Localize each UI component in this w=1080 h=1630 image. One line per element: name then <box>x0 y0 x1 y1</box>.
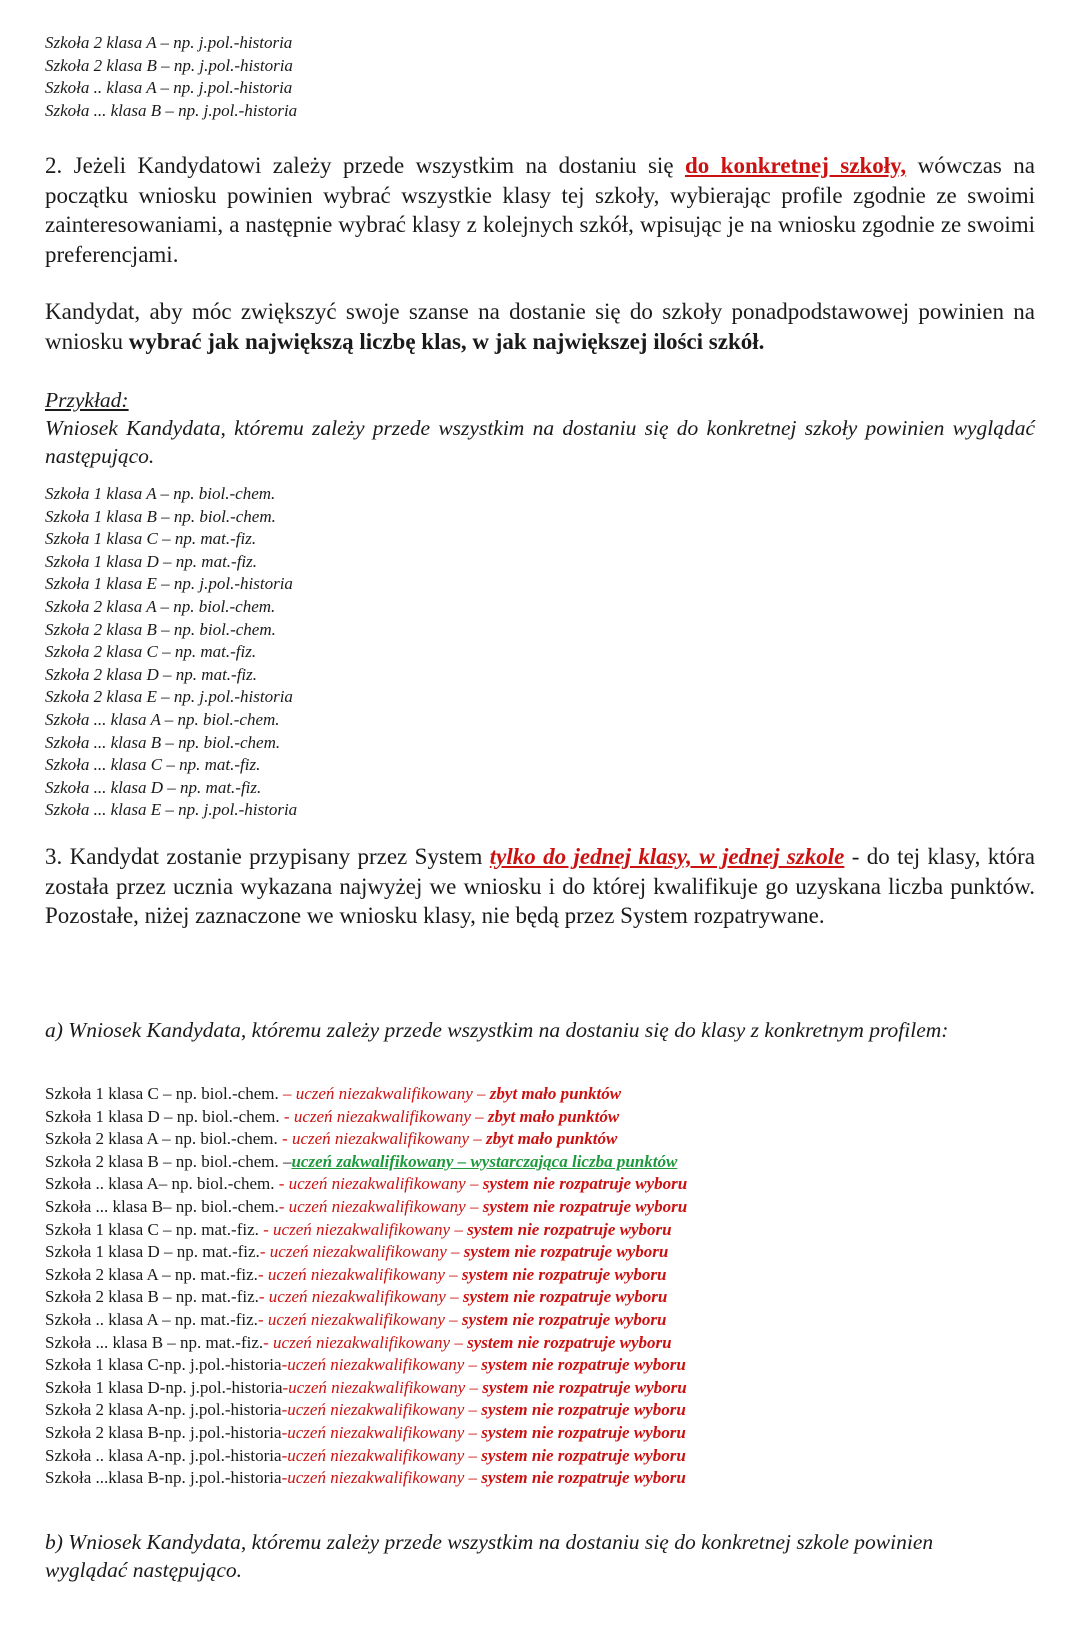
list-item: Szkoła 1 klasa A – np. biol.-chem. <box>45 484 276 503</box>
result-label: Szkoła ...klasa B-np. j.pol.-historia <box>45 1468 282 1488</box>
result-reason: zbyt mało punktów <box>487 1106 620 1126</box>
list-item: Szkoła ... klasa B – np. j.pol.-historia <box>45 100 298 120</box>
result-status: uczeń niezakwalifikowany – <box>288 1174 483 1194</box>
result-status: uczeń niezakwalifikowany – <box>267 1264 462 1284</box>
point-3-lead: 3. Kandydat zostanie przypisany przez System <box>45 844 490 869</box>
result-status: uczeń niezakwalifikowany – <box>287 1468 482 1488</box>
list-item: Szkoła ... klasa C – np. mat.-fiz. <box>45 755 261 775</box>
result-label: Szkoła 1 klasa D – np. biol.-chem. <box>45 1106 284 1126</box>
advice-lead: Kandydat, aby móc zwiększyć swoje szanse na dostanie się do szkoły ponadpodstawowej powinien na wniosku <box>45 299 1035 354</box>
list-item: Szkoła 2 klasa A – np. j.pol.-historia <box>45 33 293 52</box>
result-label: Szkoła ... klasa B– np. biol.-chem. <box>45 1196 279 1216</box>
result-status: uczeń niezakwalifikowany – <box>267 1309 462 1329</box>
top-class-list <box>45 32 297 122</box>
result-reason: system nie rozpatruje wyboru <box>461 1264 667 1284</box>
result-reason: system nie rozpatruje wyboru <box>467 1219 672 1239</box>
list-item: Szkoła 1 klasa B – np. biol.-chem. <box>45 506 276 526</box>
result-status: uczeń niezakwalifikowany – <box>295 1084 490 1103</box>
result-separator: - <box>282 1129 292 1149</box>
sub-a-heading: a) Wniosek Kandydata, któremu zależy przede wszystkim na dostaniu się do klasy z konkretnym profilem: <box>45 1018 949 1042</box>
result-row <box>45 1264 687 1287</box>
result-status: uczeń niezakwalifikowany – <box>287 1355 482 1375</box>
result-row <box>45 1422 687 1445</box>
result-separator: - <box>258 1287 269 1307</box>
result-separator: - <box>281 1400 288 1420</box>
list-item: Szkoła ... klasa E – np. j.pol.-historia <box>45 800 298 820</box>
result-row <box>45 1128 687 1151</box>
school-class-list <box>45 483 297 822</box>
result-label: Szkoła 2 klasa A – np. biol.-chem. <box>45 1129 283 1149</box>
list-item: Szkoła 2 klasa B – np. biol.-chem. <box>45 619 276 639</box>
result-row <box>45 1241 687 1264</box>
result-separator: - <box>278 1174 289 1194</box>
result-status: uczeń niezakwalifikowany – <box>287 1422 482 1442</box>
result-row <box>45 1399 687 1422</box>
result-separator: - <box>281 1468 288 1488</box>
list-item: Szkoła 1 klasa C – np. mat.-fiz. <box>45 529 257 549</box>
result-separator: - <box>263 1332 274 1352</box>
list-item: Szkoła 2 klasa A – np. biol.-chem. <box>45 596 276 616</box>
result-label: Szkoła .. klasa A-np. j.pol.-historia <box>45 1445 282 1465</box>
result-separator: - <box>257 1309 268 1329</box>
point-3-rest: - do tej klasy, która została przez ucznia wykazana najwyżej we wniosku i do której kwalifikuje go uzyskana liczba punktów. Pozostałe, niżej zaznaczone we wniosku klasy, nie będą przez System rozpatrywane. <box>45 844 1035 928</box>
result-label: Szkoła 2 klasa B – np. biol.-chem. <box>45 1151 283 1171</box>
point-2-paragraph <box>45 151 1035 269</box>
example-block <box>45 386 1035 470</box>
result-label: Szkoła .. klasa A– np. biol.-chem. <box>45 1174 279 1194</box>
point-2-rest: wówczas na początku wniosku powinien wybrać wszystkie klasy tej szkoły, wybierając profile zgodnie ze swoimi zainteresowaniami, a następnie wybrać klasy z kolejnych szkół, wpisując je na wniosku zgodnie ze swoimi preferencjami. <box>45 153 1036 267</box>
result-reason: system nie rozpatruje wyboru <box>481 1355 686 1375</box>
list-item: Szkoła .. klasa A – np. j.pol.-historia <box>45 78 293 98</box>
result-separator: – <box>282 1151 292 1171</box>
list-item: Szkoła 1 klasa D – np. mat.-fiz. <box>45 551 258 571</box>
result-reason: zbyt mało punktów <box>486 1129 618 1149</box>
result-label: Szkoła 2 klasa A-np. j.pol.-historia <box>45 1400 282 1420</box>
list-item: Szkoła ... klasa A – np. biol.-chem. <box>45 709 280 729</box>
result-reason: system nie rozpatruje wyboru <box>462 1287 668 1307</box>
result-label: Szkoła 2 klasa B-np. j.pol.-historia <box>45 1422 282 1442</box>
result-reason: system nie rozpatruje wyboru <box>481 1445 686 1465</box>
result-label: Szkoła .. klasa A – np. mat.-fiz. <box>45 1309 258 1329</box>
result-reason: system nie rozpatruje wyboru <box>481 1468 686 1488</box>
result-separator: - <box>278 1196 289 1216</box>
list-item: Szkoła ... klasa D – np. mat.-fiz. <box>45 777 262 797</box>
result-status: uczeń niezakwalifikowany – <box>273 1219 468 1239</box>
result-status: uczeń niezakwalifikowany – <box>273 1332 468 1352</box>
result-separator: - <box>259 1242 270 1262</box>
result-label: Szkoła 2 klasa B – np. mat.-fiz. <box>45 1287 259 1307</box>
list-item: Szkoła 2 klasa B – np. j.pol.-historia <box>45 55 293 75</box>
result-status: uczeń niezakwalifikowany – <box>287 1445 482 1465</box>
result-status: uczeń niezakwalifikowany – <box>291 1129 487 1149</box>
result-label: Szkoła 2 klasa A – np. mat.-fiz. <box>45 1264 258 1284</box>
result-row <box>45 1309 687 1332</box>
result-separator: – <box>282 1084 296 1103</box>
result-row <box>45 1377 687 1400</box>
advice-bold: wybrać jak największą liczbę klas, w jak największej ilości szkół. <box>128 328 765 354</box>
result-row <box>45 1219 687 1242</box>
result-separator: - <box>283 1106 294 1126</box>
result-label: Szkoła 1 klasa C-np. j.pol.-historia <box>45 1355 282 1375</box>
result-separator: - <box>281 1355 288 1375</box>
result-label: Szkoła 1 klasa C – np. biol.-chem. <box>45 1084 283 1103</box>
result-label: Szkoła ... klasa B – np. mat.-fiz. <box>45 1332 264 1352</box>
result-row <box>45 1173 687 1196</box>
list-item: Szkoła ... klasa B – np. biol.-chem. <box>45 732 281 752</box>
result-label: Szkoła 1 klasa D – np. mat.-fiz. <box>45 1242 260 1262</box>
result-reason: system nie rozpatruje wyboru <box>482 1377 687 1397</box>
result-status: uczeń niezakwalifikowany – <box>269 1242 464 1262</box>
point-2-lead: 2. Jeżeli Kandydatowi zależy przede wszystkim na dostaniu się <box>45 153 685 178</box>
result-status: uczeń niezakwalifikowany – <box>293 1106 488 1126</box>
result-reason: system nie rozpatruje wyboru <box>461 1309 667 1329</box>
result-status: uczeń niezakwalifikowany – <box>268 1287 463 1307</box>
result-reason: system nie rozpatruje wyboru <box>467 1332 672 1352</box>
point-2-highlight: do konkretnej szkoły, <box>684 153 907 178</box>
result-row <box>45 1196 687 1219</box>
result-row <box>45 1467 687 1490</box>
result-reason: system nie rozpatruje wyboru <box>481 1422 686 1442</box>
result-separator: - <box>281 1445 288 1465</box>
result-label: Szkoła 1 klasa C – np. mat.-fiz. <box>45 1219 264 1239</box>
result-label: Szkoła 1 klasa D-np. j.pol.-historia <box>45 1377 283 1397</box>
result-separator: - <box>263 1219 274 1239</box>
result-status-qualified: uczeń zakwalifikowany – wystarczająca liczba punktów <box>291 1151 678 1171</box>
advice-paragraph <box>45 297 1035 356</box>
result-reason: system nie rozpatruje wyboru <box>482 1174 688 1194</box>
result-row <box>45 1286 687 1309</box>
result-row <box>45 1354 687 1377</box>
result-reason: system nie rozpatruje wyboru <box>482 1196 688 1216</box>
result-status: uczeń niezakwalifikowany – <box>287 1400 482 1420</box>
result-separator: - <box>282 1377 289 1397</box>
point-3-highlight: tylko do jednej klasy, w jednej szkole <box>489 844 845 869</box>
sub-b-heading: b) Wniosek Kandydata, któremu zależy przede wszystkim na dostaniu się do konkretnej szkole powinien wyglądać następująco. <box>45 1530 934 1582</box>
result-row <box>45 1083 687 1106</box>
example-text: Wniosek Kandydata, któremu zależy przede wszystkim na dostaniu się do konkretnej szkoły powinien wyglądać następująco. <box>45 416 1035 468</box>
result-reason: system nie rozpatruje wyboru <box>481 1400 686 1420</box>
example-label: Przykład: <box>45 388 129 412</box>
result-status: uczeń niezakwalifikowany – <box>288 1196 483 1216</box>
result-row <box>45 1106 687 1129</box>
result-row <box>45 1445 687 1468</box>
results-list <box>45 1083 687 1490</box>
result-row-qualified <box>45 1151 687 1174</box>
list-item: Szkoła 2 klasa C – np. mat.-fiz. <box>45 642 257 662</box>
list-item: Szkoła 2 klasa D – np. mat.-fiz. <box>45 664 258 684</box>
point-3-paragraph <box>45 842 1035 931</box>
result-separator: - <box>257 1264 268 1284</box>
result-row <box>45 1332 687 1355</box>
result-status: uczeń niezakwalifikowany – <box>288 1377 483 1397</box>
list-item: Szkoła 1 klasa E – np. j.pol.-historia <box>45 574 293 594</box>
result-reason: zbyt mało punktów <box>489 1084 622 1103</box>
list-item: Szkoła 2 klasa E – np. j.pol.-historia <box>45 687 293 707</box>
result-separator: - <box>281 1422 288 1442</box>
result-reason: system nie rozpatruje wyboru <box>463 1242 669 1262</box>
